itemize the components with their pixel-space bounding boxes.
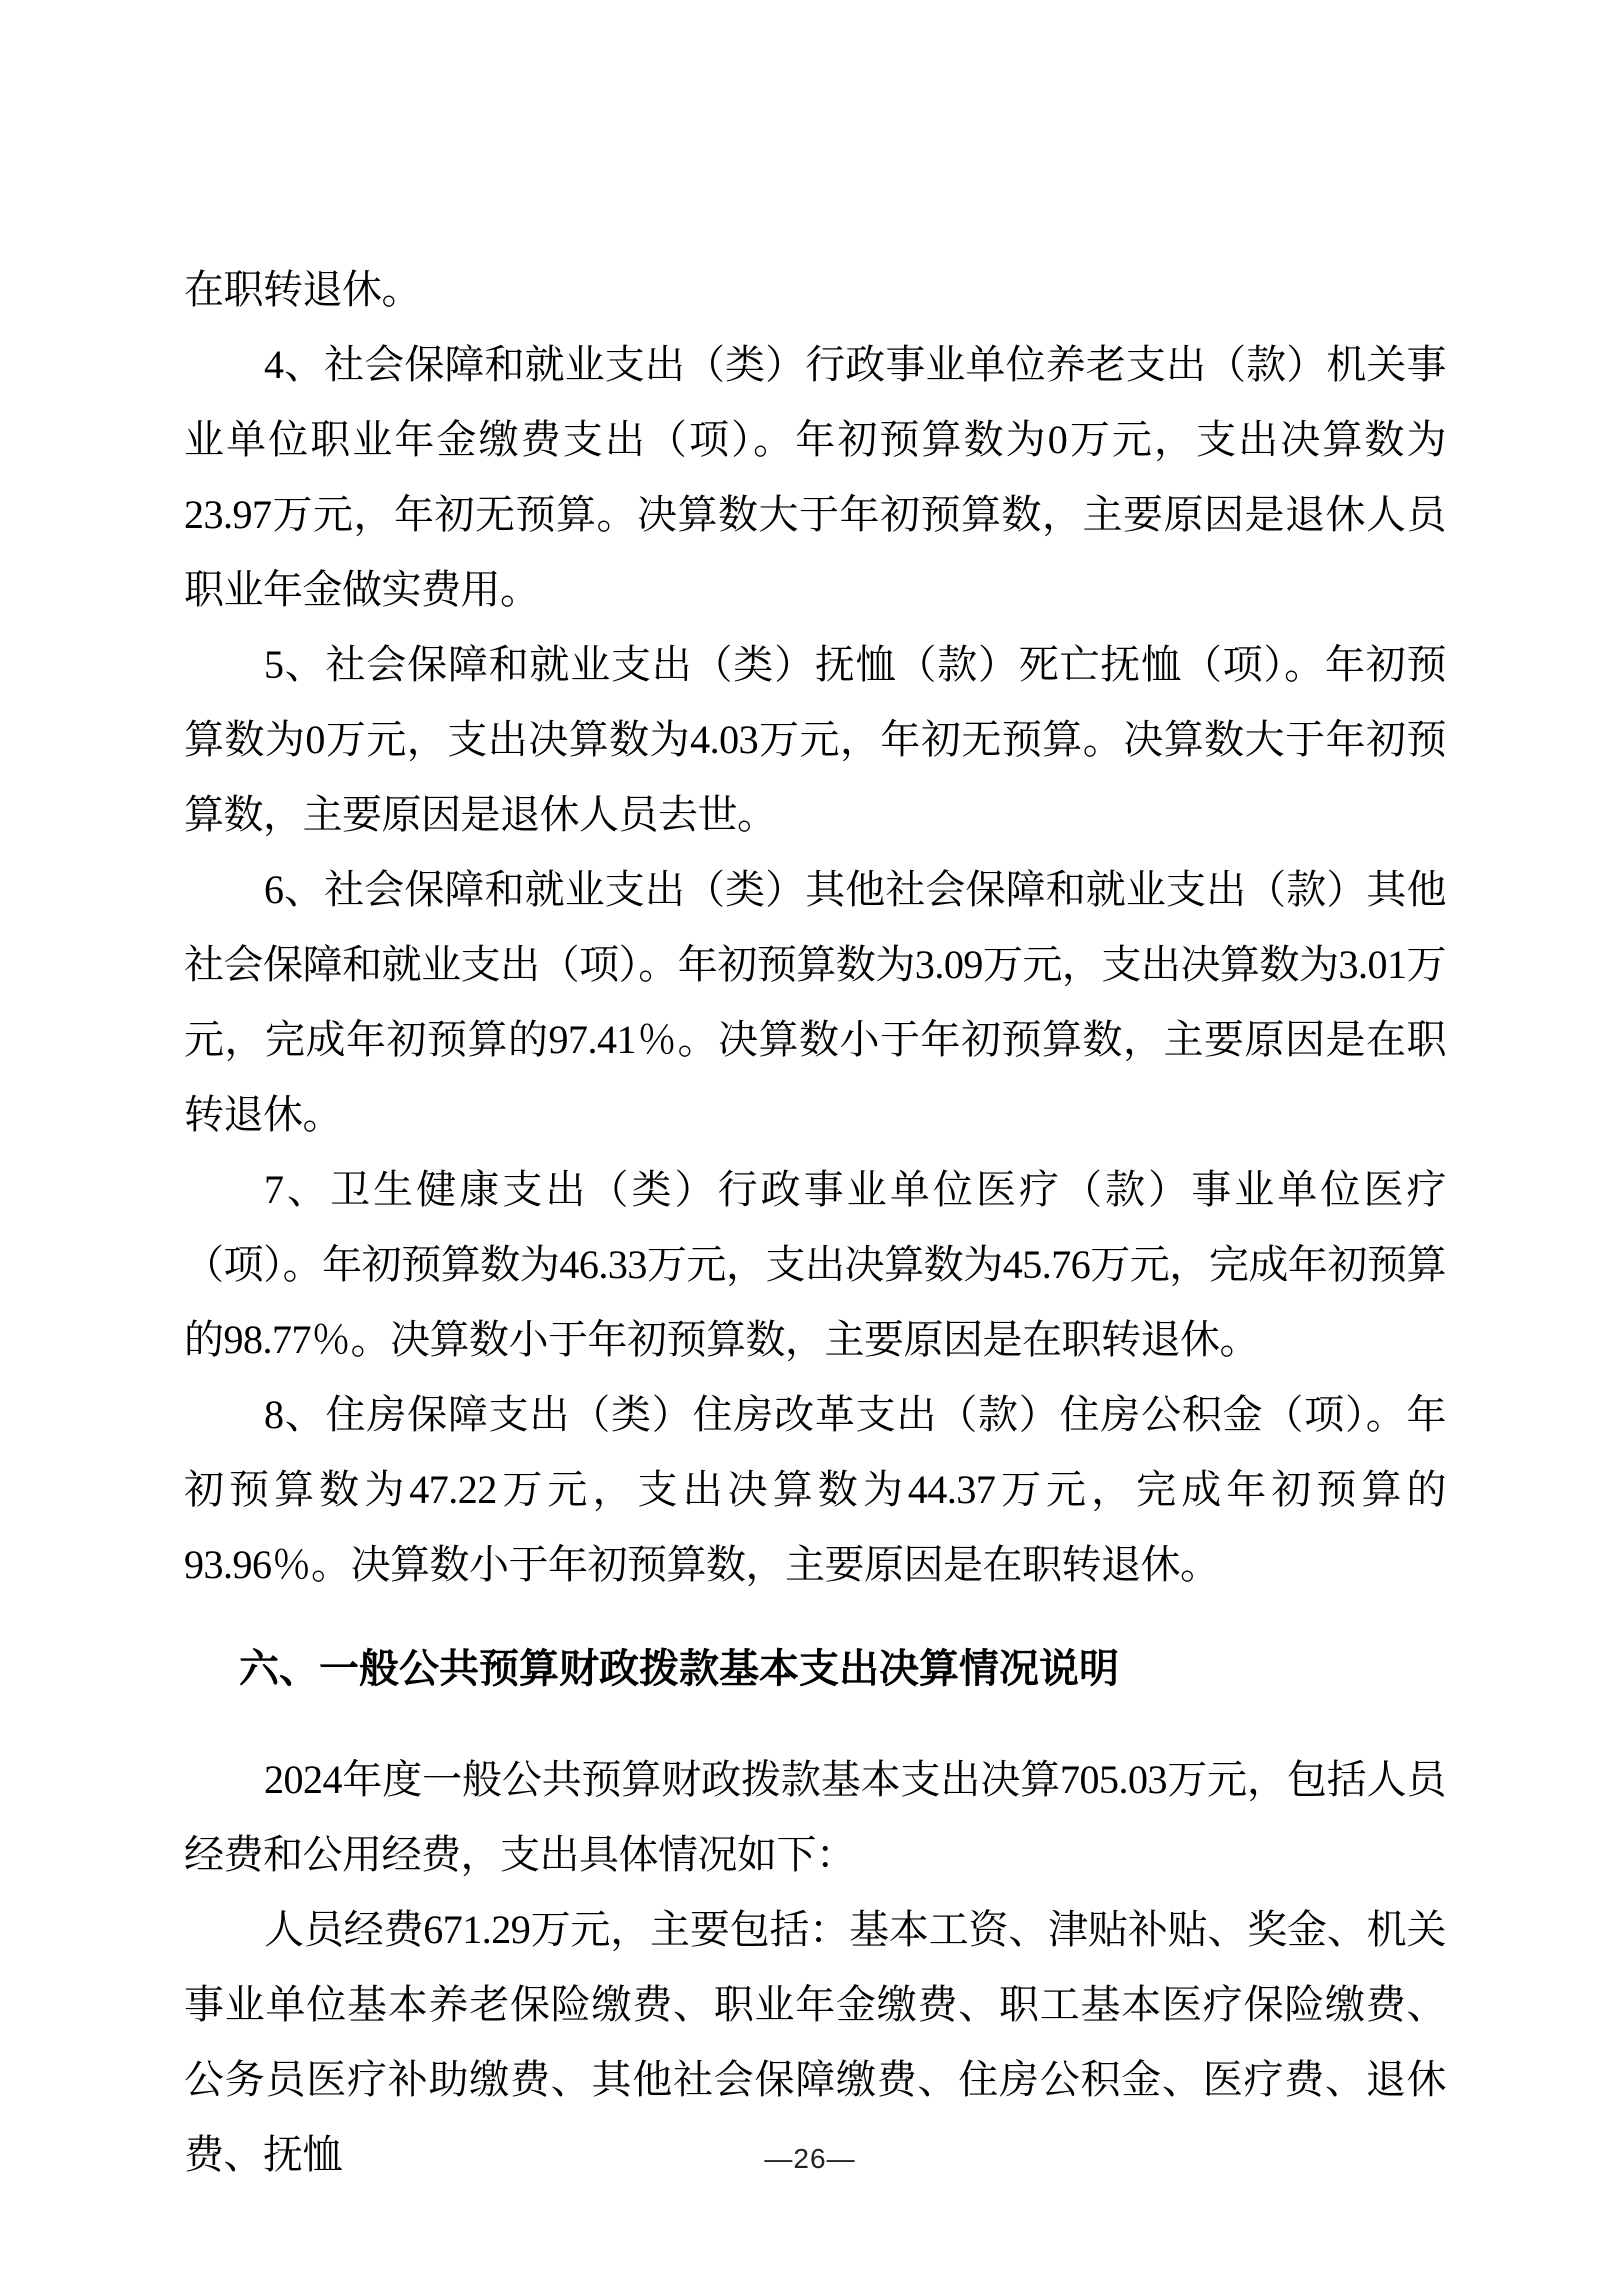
paragraph: 7、卫生健康支出（类）行政事业单位医疗（款）事业单位医疗（项）。年初预算数为46.33万元，支出决算数为45.76万元，完成年初预算的98.77％。决算数小于年初预算数，主要原因是在职转退休。 bbox=[184, 1167, 1446, 1362]
page-footer bbox=[0, 2143, 1620, 2175]
paragraph: 5、社会保障和就业支出（类）抚恤（款）死亡抚恤（项）。年初预算数为0万元，支出决算数为4.03万元，年初无预算。决算数大于年初预算数，主要原因是退休人员去世。 bbox=[184, 642, 1446, 837]
paragraph: 6、社会保障和就业支出（类）其他社会保障和就业支出（款）其他社会保障和就业支出（项）。年初预算数为3.09万元，支出决算数为3.01万元，完成年初预算的97.41％。决算数小于年初预算数，主要原因是在职转退休。 bbox=[184, 867, 1446, 1137]
paragraph: 人员经费671.29万元，主要包括：基本工资、津贴补贴、奖金、机关事业单位基本养老保险缴费、职业年金缴费、职工基本医疗保险缴费、公务员医疗补助缴费、其他社会保障缴费、住房公积金、医疗费、退休费、抚恤 bbox=[184, 1907, 1446, 2177]
paragraph: 在职转退休。 bbox=[184, 267, 421, 312]
page-number: —26— bbox=[764, 2143, 856, 2174]
paragraph: 4、社会保障和就业支出（类）行政事业单位养老支出（款）机关事业单位职业年金缴费支出（项）。年初预算数为0万元，支出决算数为23.97万元，年初无预算。决算数大于年初预算数，主要原因是退休人员职业年金做实费用。 bbox=[184, 342, 1446, 612]
paragraph: 2024年度一般公共预算财政拨款基本支出决算705.03万元，包括人员经费和公用经费，支出具体情况如下： bbox=[184, 1757, 1446, 1877]
document-body bbox=[184, 252, 1446, 2192]
paragraph: 8、住房保障支出（类）住房改革支出（款）住房公积金（项）。年初预算数为47.22万元，支出决算数为44.37万元，完成年初预算的93.96％。决算数小于年初预算数，主要原因是在职转退休。 bbox=[184, 1392, 1446, 1587]
section-heading: 六、一般公共预算财政拨款基本支出决算情况说明 bbox=[239, 1647, 1119, 1691]
